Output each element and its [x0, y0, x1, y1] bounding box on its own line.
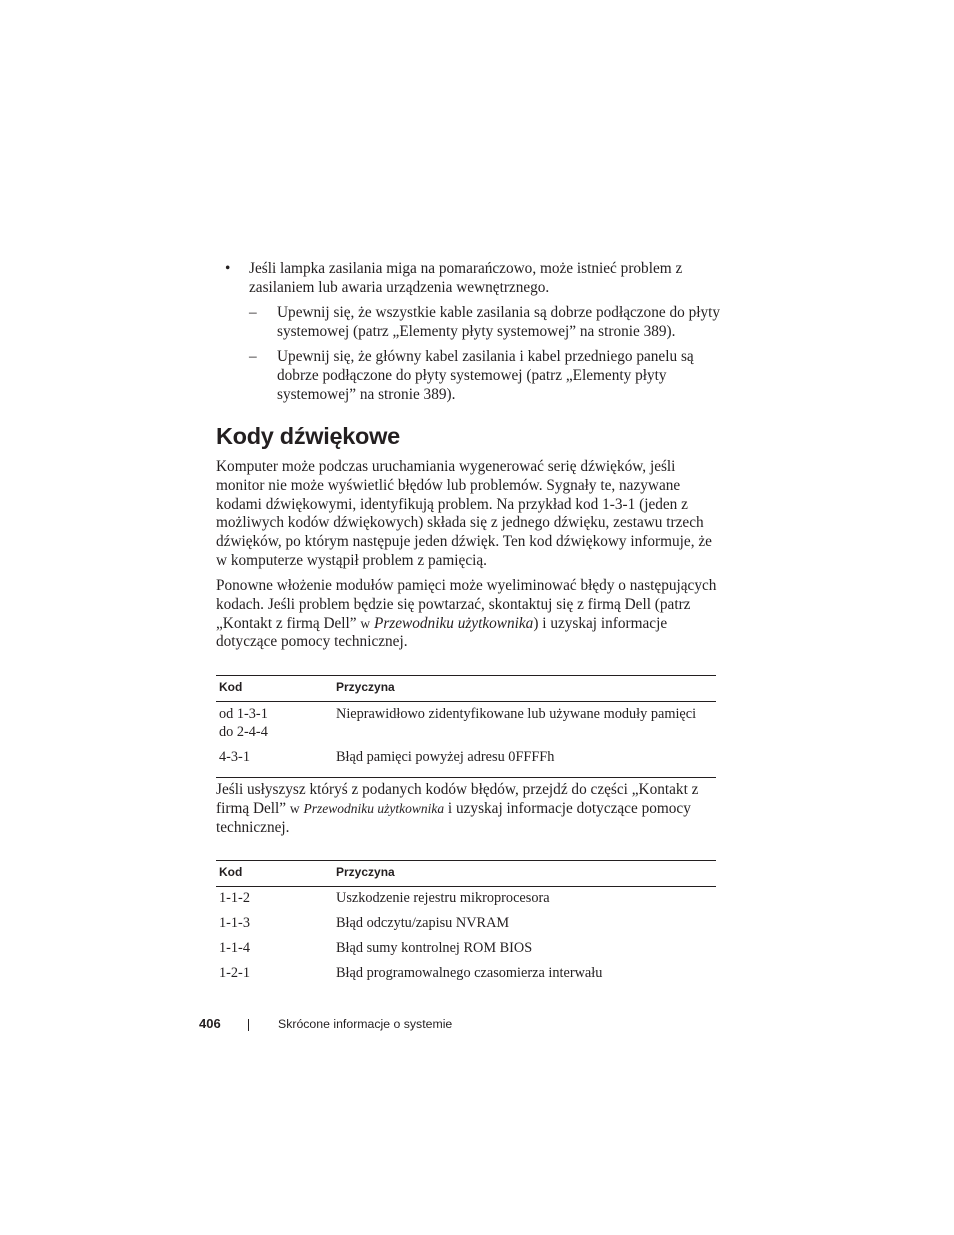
table-header-row: [216, 861, 716, 887]
paragraph-memory: [216, 577, 721, 652]
code-cell: 1-1-3: [219, 915, 250, 931]
paragraph-errors: [216, 781, 721, 837]
bullet-text: Jeśli lampka zasilania miga na pomarańczowo, może istnieć problem z zasilaniem lub awaria urządzenia wewnętrznego.: [249, 260, 683, 296]
footer-title: Skrócone informacje o systemie: [278, 1017, 453, 1031]
cause-cell: Błąd odczytu/zapisu NVRAM: [336, 915, 510, 931]
table-row: [216, 743, 716, 778]
paragraph-text: ) i uzyskaj informacje dotyczące pomocy technicznej.: [216, 614, 668, 651]
code-cell: 4-3-1: [216, 743, 333, 778]
code-cell: 1-2-1: [219, 965, 250, 981]
column-header-code: Kod: [216, 861, 333, 887]
table-header-row: [216, 676, 716, 702]
code-cell: [216, 702, 333, 744]
code-line: od 1-3-1: [219, 706, 268, 722]
cause-cell: Błąd programowalnego czasomierza interwału: [336, 965, 603, 981]
code-cell: 1-1-2: [219, 890, 250, 906]
code-line: do 2-4-4: [219, 724, 268, 740]
beep-code-table-errors: [216, 860, 716, 989]
paragraph-text: w: [360, 615, 371, 631]
table-row: [216, 939, 716, 964]
column-header-code: Kod: [216, 676, 333, 702]
column-header-cause: Przyczyna: [333, 676, 716, 702]
paragraph-text: Ponowne włożenie modułów pamięci może wyeliminować błędy o następujących kodach. Jeśli problem będzie się powtarzać, skontaktuj się z firmą Dell (patrz „Kontakt z firmą Dell”: [216, 577, 717, 632]
cause-cell: Błąd pamięci powyżej adresu 0FFFFh: [333, 743, 716, 778]
sub-item-text: Upewnij się, że wszystkie kable zasilania są dobrze podłączone do płyty systemowej (patrz „Elementy płyty systemowej” na stronie 389).: [277, 304, 721, 340]
cause-cell: Uszkodzenie rejestru mikroprocesora: [336, 890, 550, 906]
guide-reference: Przewodniku użytkownika: [303, 800, 445, 816]
sub-item: [216, 303, 721, 341]
bullet-list: [216, 259, 721, 410]
column-header-cause: Przyczyna: [333, 861, 716, 887]
dash-mark: –: [249, 304, 257, 321]
bullet-item: [216, 259, 721, 297]
cause-cell: Nieprawidłowo zidentyfikowane lub używane moduły pamięci: [336, 706, 697, 722]
table-row: [216, 702, 716, 744]
paragraph-intro: Komputer może podczas uruchamiania wygenerować serię dźwięków, jeśli monitor nie może wyświetlić błędów lub problemów. Sygnały te, nazywane kodami dźwiękowymi, identyfikują problem. Na przykład kod 1-3-1 (jeden z możliwych kodów dźwiękowych) składa się z jednego dźwięku, zestawu trzech dźwięków, po którym następuje jeden dźwięk. Ten kod dźwiękowy informuje, że w komputerze wystąpił problem z pamięcią.: [216, 458, 712, 569]
guide-reference: Przewodniku użytkownika: [374, 614, 534, 632]
paragraph-text: i uzyskaj informacje dotyczące pomocy technicznej.: [216, 799, 691, 836]
dash-mark: –: [249, 348, 257, 365]
bullet-mark: •: [225, 260, 231, 277]
sub-item-text: Upewnij się, że główny kabel zasilania i kabel przedniego panelu są dobrze podłączone do płyty systemowej (patrz „Elementy płyty systemowej” na stronie 389).: [277, 348, 694, 403]
beep-code-table-memory: [216, 675, 716, 778]
paragraph-text: Jeśli usłyszysz któryś z podanych kodów błędów, przejdź do części „Kontakt z firmą Dell”: [216, 781, 699, 817]
footer-separator: [248, 1019, 249, 1031]
table-row: [216, 887, 716, 915]
table-row: [216, 964, 716, 989]
sub-list: [216, 303, 721, 404]
table-row: [216, 914, 716, 939]
paragraph-text: w: [289, 800, 300, 816]
sub-item: [216, 347, 721, 404]
code-cell: 1-1-4: [219, 940, 250, 956]
cause-cell: Błąd sumy kontrolnej ROM BIOS: [336, 940, 533, 956]
page-number: 406: [199, 1016, 221, 1031]
section-title: Kody dźwiękowe: [216, 423, 400, 449]
